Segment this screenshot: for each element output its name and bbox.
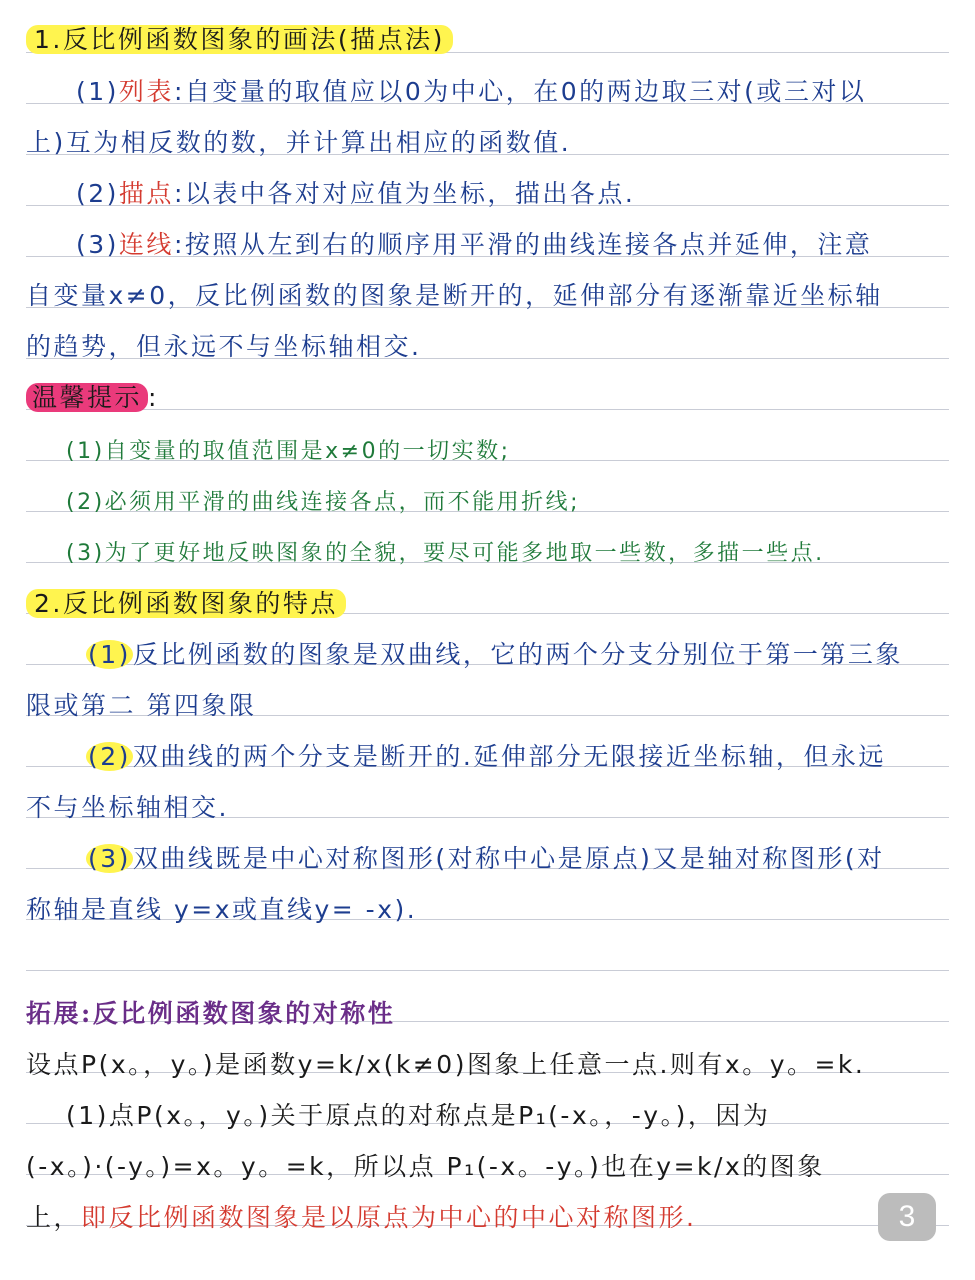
step2-keyword: 描点 [118,179,174,208]
step3-prefix: (3) [76,230,119,259]
step1-line1 [76,72,949,108]
step3-line2 [26,276,949,312]
tip-item [66,485,949,516]
extension-text: 设点P(x。，y。)是函数y=k/x(k≠0)图象上任意一点.则有x。y。=k. [26,1050,866,1079]
feature1-number: (1) [88,640,131,669]
step2-line1 [76,174,949,210]
extension-line2 [66,1096,949,1132]
extension-text: (-x。)·(-y。)=x。y。=k，所以点 P₁(-x。-y。)也在y=k/x的图象 [26,1152,825,1181]
tip-item [66,536,949,567]
step3-text: :按照从左到右的顺序用平滑的曲线连接各点并延伸，注意 [173,230,873,259]
section1-title-row [26,20,949,56]
extension-line4 [26,1198,949,1234]
feature2-text: 双曲线的两个分支是断开的.延伸部分无限接近坐标轴，但永远 [132,742,886,771]
feature3-line2 [26,890,949,926]
page-number-badge: 3 [878,1193,936,1241]
extension-line1 [26,1045,949,1081]
step1-keyword: 列表 [118,77,174,106]
section1-title: 1.反比例函数图象的画法(描点法) [26,25,453,54]
tips-title-row [26,378,949,414]
ruled-line [26,970,949,971]
step2-prefix: (2) [76,179,119,208]
section2-title: 2.反比例函数图象的特点 [26,589,346,618]
step3-line1 [76,225,949,261]
tip-item-text: (1)自变量的取值范围是x≠0的一切实数; [66,439,511,464]
feature2-line1 [86,737,949,773]
step1-text: :自变量的取值应以0为中心，在0的两边取三对(或三对以 [173,77,867,106]
extension-conclusion: 即反比例函数图象是以原点为中心的中心对称图形. [81,1203,697,1232]
feature2-line2 [26,788,949,824]
feature3-number: (3) [88,844,131,873]
step3-text-cont: 自变量x≠0，反比例函数的图象是断开的，延伸部分有逐渐靠近坐标轴 [26,281,883,310]
extension-text: (1)点P(x。，y。)关于原点的对称点是P₁(-x。，-y。)，因为 [66,1101,771,1130]
step1-text-cont: 上)互为相反数的数，并计算出相应的函数值. [26,128,572,157]
extension-text: 上， [26,1203,82,1232]
feature1-line1 [86,635,949,671]
step1-prefix: (1) [76,77,119,106]
tip-item [66,434,949,465]
feature1-text: 反比例函数的图象是双曲线，它的两个分支分别位于第一第三象 [132,640,903,669]
feature3-text-cont: 称轴是直线 y=x或直线y= -x). [26,895,418,924]
extension-title: 拓展:反比例函数图象的对称性 [26,999,396,1028]
feature3-text: 双曲线既是中心对称图形(对称中心是原点)又是轴对称图形(对 [132,844,885,873]
feature2-text-cont: 不与坐标轴相交. [26,793,229,822]
extension-title-row [26,994,949,1030]
step1-line2 [26,123,949,159]
step3-text-end: 的趋势，但永远不与坐标轴相交. [26,332,422,361]
tips-title: 温馨提示 [26,383,148,412]
feature2-number: (2) [88,742,131,771]
tip-item-text: (2)必须用平滑的曲线连接各点，而不能用折线; [66,490,581,515]
step3-keyword: 连线 [118,230,174,259]
feature1-line2 [26,686,949,722]
feature3-line1 [86,839,949,875]
tips-colon: : [148,383,159,412]
tip-item-text: (3)为了更好地反映图象的全貌，要尽可能多地取一些数，多描一些点. [66,541,825,566]
step2-text: :以表中各对对应值为坐标，描出各点. [173,179,636,208]
section2-title-row [26,584,949,620]
step3-line3 [26,327,949,363]
feature1-text-cont: 限或第二 第四象限 [26,691,257,720]
extension-line3 [26,1147,949,1183]
